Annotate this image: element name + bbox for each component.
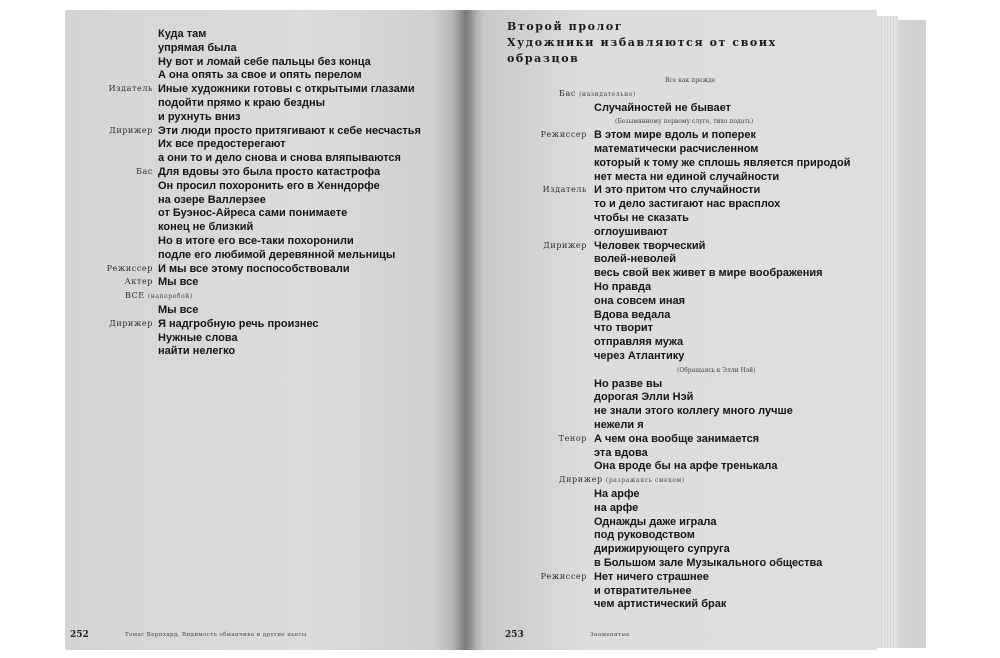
script-line: [65, 166, 460, 180]
section-title-line-1: Второй пролог: [507, 20, 624, 33]
stage-direction: (разражаясь смехом): [605, 477, 685, 485]
speaker-name: [65, 167, 153, 176]
dialogue-text: подойти прямо к краю бездны: [158, 97, 326, 109]
dialogue-text: Вдова ведала: [594, 308, 671, 321]
dialogue-text: И мы все этому поспособствовали: [158, 262, 350, 275]
script-line: [465, 529, 860, 543]
script-line: [465, 447, 860, 461]
script-line: [65, 97, 460, 111]
script-line: [65, 28, 460, 42]
script-line: [465, 474, 860, 488]
speaker-name: [559, 475, 685, 484]
running-head-right: Знаменитые: [590, 632, 630, 638]
section-title-line-2: Художники избавляются от своих: [507, 36, 777, 49]
dialogue-text: она совсем иная: [594, 294, 686, 307]
dialogue-text: нежели я: [594, 419, 644, 431]
script-line: [465, 488, 860, 502]
speaker-name: [465, 241, 587, 250]
speaker-name: [125, 291, 193, 300]
speaker-name: [465, 572, 587, 581]
script-line: [465, 350, 860, 364]
dialogue-text: что творит: [594, 322, 653, 335]
speaker-name: [65, 277, 153, 286]
speaker-label: Режиссер: [540, 571, 587, 581]
script-line: [65, 207, 460, 221]
dialogue-text: чтобы не сказать: [594, 212, 689, 224]
script-line: [65, 42, 460, 56]
stage-direction: (Безымянному первому слуге, тихо подать): [615, 118, 754, 126]
dialogue-text: А она опять за свое и опять перелом: [158, 69, 362, 82]
dialogue-text: на арфе: [594, 501, 639, 514]
dialogue-text: Для вдовы это была просто катастрофа: [158, 166, 381, 178]
script-line: [465, 433, 860, 447]
script-line: [465, 543, 860, 557]
speaker-label: ВСЕ: [125, 291, 145, 301]
script-line: [465, 240, 860, 254]
dialogue-text: Но в итоге его все-таки похоронили: [158, 235, 354, 247]
speaker-label: Дирижер: [543, 240, 587, 250]
script-line: [465, 212, 860, 226]
script-line: [65, 345, 460, 359]
dialogue-text: конец не близкий: [158, 221, 254, 234]
script-line: [465, 295, 860, 309]
dialogue-text: Их все предостерегают: [158, 138, 286, 151]
dialogue-text: На арфе: [594, 488, 640, 500]
script-line: [465, 336, 860, 350]
script-line: [465, 267, 860, 281]
dialogue-text: подле его любимой деревянной мельницы: [158, 248, 396, 261]
speaker-label: Режиссер: [540, 130, 587, 140]
dialogue-text: под руководством: [594, 529, 695, 542]
dialogue-text: Человек творческий: [594, 239, 706, 252]
section-title-line-3: образцов: [507, 52, 580, 65]
script-line: [65, 263, 460, 277]
script-line: [465, 171, 860, 185]
script-line: [465, 419, 860, 433]
script-line: [65, 318, 460, 332]
dialogue-text: математически расчисленном: [594, 143, 759, 155]
script-line: [465, 115, 860, 129]
speaker-label: Тенор: [558, 433, 587, 443]
dialogue-text: Но разве вы: [594, 377, 663, 390]
script-line: [65, 276, 460, 290]
script-line: [465, 598, 860, 612]
dialogue-text: а они то и дело снова и снова вляпываются: [158, 152, 401, 165]
dialogue-text: и рухнуть вниз: [158, 110, 241, 123]
speaker-name: [559, 89, 636, 98]
dialogue-text: Я надгробную речь произнес: [158, 317, 319, 330]
script-line: [465, 184, 860, 198]
script-line: [465, 516, 860, 530]
speaker-name: [65, 84, 153, 93]
script-line: [465, 253, 860, 267]
script-line: [465, 129, 860, 143]
dialogue-text: в Большом зале Музыкального общества: [594, 557, 823, 569]
speaker-label: Издатель: [108, 84, 153, 94]
script-line: [465, 557, 860, 571]
script-line: [465, 281, 860, 295]
stage-direction: (наперебой): [147, 293, 193, 301]
script-line: [65, 125, 460, 139]
dialogue-text: Мы все: [158, 304, 199, 316]
dialogue-text: упрямая была: [158, 41, 237, 54]
dialogue-text: А чем она вообще занимается: [594, 432, 760, 445]
dialogue-text: Но правда: [594, 281, 652, 293]
script-line: [465, 585, 860, 599]
dialogue-text: Нет ничего страшнее: [594, 570, 709, 583]
dialogue-text: найти нелегко: [158, 345, 236, 358]
speaker-name: [465, 130, 587, 139]
dialogue-text: Эти люди просто притягивают к себе несчастья: [158, 124, 421, 137]
dialogue-text: Случайностей не бывает: [594, 101, 731, 114]
script-line: [465, 74, 860, 88]
speaker-label: Актер: [124, 277, 153, 287]
running-head-left: Томас Бернхард. Видимость обманчива и другие пьесы: [125, 632, 307, 638]
script-line: [465, 309, 860, 323]
script-line: [65, 180, 460, 194]
dialogue-text: дорогая Элли Нэй: [594, 391, 694, 404]
dialogue-text: то и дело застигают нас врасплох: [594, 198, 781, 211]
script-line: [65, 194, 460, 208]
speaker-label: Бас: [136, 167, 153, 176]
dialogue-text: весь свой век живет в мире воображения: [594, 267, 823, 280]
script-line: [465, 226, 860, 240]
script-line: [65, 69, 460, 83]
speaker-label: Дирижер: [109, 318, 153, 328]
speaker-label: Бас: [559, 88, 576, 98]
dialogue-text: отправляя мужа: [594, 336, 684, 349]
dialogue-text: Нужные слова: [158, 331, 238, 344]
script-line: [465, 322, 860, 336]
dialogue-text: дирижирующего супруга: [594, 543, 730, 556]
dialogue-text: не знали этого коллегу много лучше: [594, 405, 793, 418]
dialogue-text: оглоушивают: [594, 225, 668, 238]
script-line: [65, 332, 460, 346]
spine-shadow: [452, 10, 478, 650]
dialogue-text: И это притом что случайности: [594, 184, 761, 197]
script-line: [65, 56, 460, 70]
script-line: [65, 304, 460, 318]
left-page: [65, 10, 465, 650]
script-line: [65, 290, 460, 304]
speaker-label: Режиссер: [106, 263, 153, 273]
dialogue-text: Мы все: [158, 276, 199, 289]
script-line: [65, 249, 460, 263]
dialogue-text: на озере Валлерзее: [158, 193, 266, 206]
script-line: [465, 143, 860, 157]
dialogue-text: Куда там: [158, 28, 207, 40]
dialogue-text: чем артистический брак: [594, 598, 727, 611]
script-line: [465, 157, 860, 171]
speaker-name: [465, 185, 587, 194]
dialogue-text: который к тому же сплошь является природой: [594, 156, 851, 169]
script-line: [65, 83, 460, 97]
speaker-name: [65, 319, 153, 328]
dialogue-text: через Атлантику: [594, 350, 685, 362]
script-line: [465, 88, 860, 102]
script-line: [65, 138, 460, 152]
speaker-label: Дирижер: [109, 125, 153, 135]
dialogue-text: эта вдова: [594, 446, 648, 459]
dialogue-text: нет места ни единой случайности: [594, 170, 780, 183]
script-line: [65, 221, 460, 235]
page-number-left: 252: [70, 630, 89, 640]
script-line: [465, 364, 860, 378]
script-line: [465, 391, 860, 405]
stage-direction: (назидательно): [579, 90, 636, 98]
script-line: [465, 502, 860, 516]
dialogue-text: Он просил похоронить его в Хенндорфе: [158, 179, 380, 192]
speaker-name: [465, 434, 587, 443]
speaker-name: [65, 264, 153, 273]
stage-direction: (Обращаясь к Элли Нэй): [677, 366, 756, 374]
speaker-label: Дирижер: [559, 475, 603, 485]
dialogue-text: В этом мире вдоль и поперек: [594, 129, 757, 142]
script-line: [465, 405, 860, 419]
dialogue-text: Ну вот и ломай себе пальцы без конца: [158, 55, 371, 68]
script-line: [65, 235, 460, 249]
script-line: [65, 111, 460, 125]
speaker-label: Издатель: [542, 185, 587, 195]
page-number-right: 253: [505, 630, 524, 640]
dialogue-text: волей-неволей: [594, 253, 676, 266]
script-line: [465, 460, 860, 474]
dialogue-text: Иные художники готовы с открытыми глазами: [158, 83, 415, 96]
dialogue-text: от Буэнос-Айреса сами понимаете: [158, 207, 348, 220]
script-line: [465, 571, 860, 585]
dialogue-text: Она вроде бы на арфе тренькала: [594, 460, 778, 473]
dialogue-text: Однажды даже играла: [594, 515, 717, 528]
dialogue-text: и отвратительнее: [594, 584, 692, 597]
script-line: [65, 152, 460, 166]
script-line: [465, 198, 860, 212]
stage-direction: Все как прежде: [665, 77, 716, 84]
script-line: [465, 378, 860, 392]
speaker-name: [65, 126, 153, 135]
script-line: [465, 102, 860, 116]
right-page: [465, 10, 877, 650]
